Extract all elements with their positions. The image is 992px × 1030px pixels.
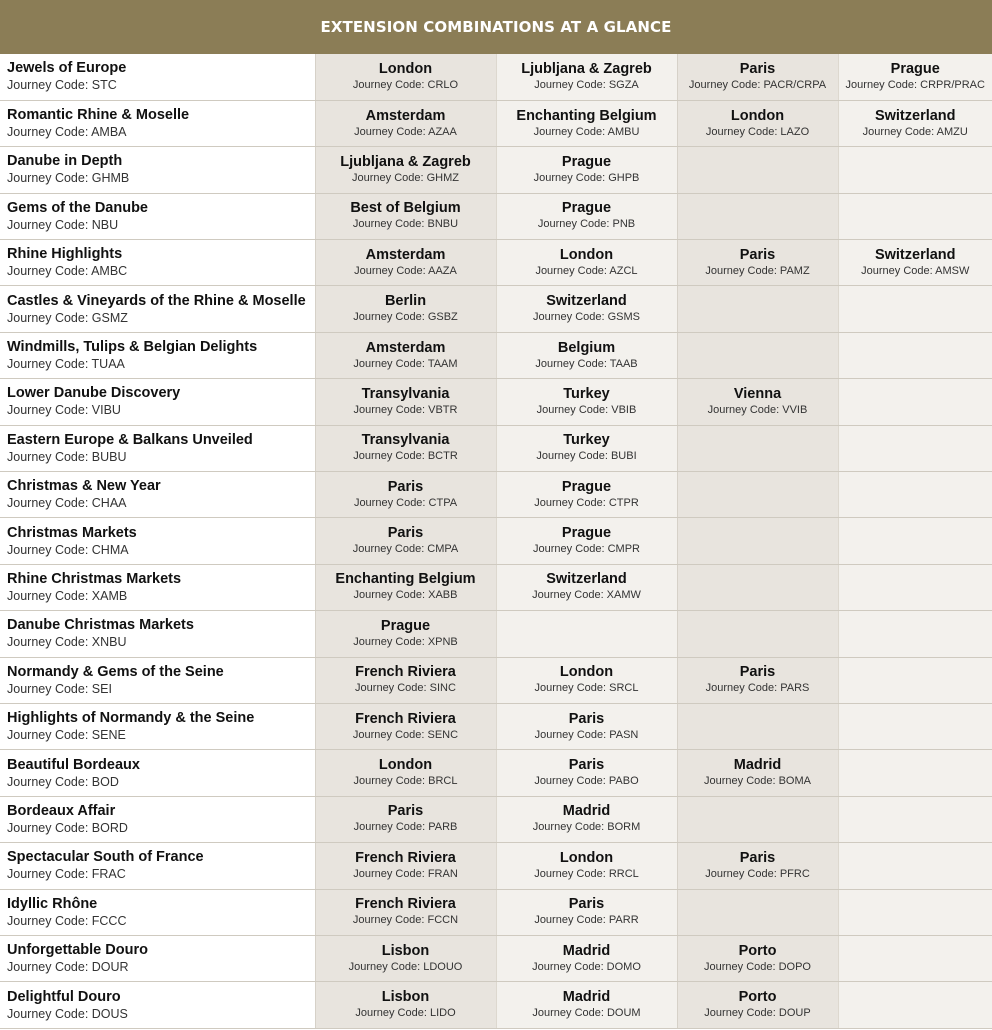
extension-code: Journey Code: PASN bbox=[534, 728, 639, 741]
extension-code: Journey Code: VBIB bbox=[536, 403, 637, 416]
extension-code: Journey Code: AMBU bbox=[533, 125, 640, 138]
table-row bbox=[0, 935, 992, 981]
extension-code: Journey Code: GHMZ bbox=[352, 171, 459, 184]
extension-cell bbox=[838, 796, 992, 842]
extension-cell bbox=[315, 472, 496, 518]
journey-cell bbox=[0, 379, 315, 425]
table-row bbox=[0, 100, 992, 146]
extension-cell bbox=[315, 147, 496, 193]
journey-name: Lower Danube Discovery bbox=[7, 385, 181, 402]
extension-code: Journey Code: GSMS bbox=[533, 311, 640, 324]
journey-name: Windmills, Tulips & Belgian Delights bbox=[7, 339, 258, 356]
extension-cell bbox=[677, 379, 838, 425]
extension-code: Journey Code: CMPA bbox=[352, 543, 459, 556]
journey-cell bbox=[0, 193, 315, 239]
extension-name: Vienna bbox=[733, 385, 782, 402]
table-row bbox=[0, 750, 992, 796]
extension-name: French Riviera bbox=[355, 664, 456, 681]
extension-name: Paris bbox=[739, 849, 776, 866]
extension-cell bbox=[838, 425, 992, 471]
extension-cell bbox=[496, 518, 677, 564]
extension-cell bbox=[315, 379, 496, 425]
extension-cell bbox=[315, 193, 496, 239]
extension-name: Paris bbox=[387, 803, 424, 820]
journey-code: Journey Code: BOD bbox=[7, 774, 119, 789]
extension-code: Journey Code: AZAA bbox=[354, 125, 457, 138]
extension-cell bbox=[838, 240, 992, 286]
extension-cell bbox=[838, 54, 992, 100]
extension-cell bbox=[315, 100, 496, 146]
extension-cell bbox=[677, 935, 838, 981]
extension-name: Amsterdam bbox=[365, 246, 446, 263]
table-row bbox=[0, 54, 992, 100]
journey-name: Rhine Highlights bbox=[7, 246, 123, 263]
extension-name: Paris bbox=[739, 664, 776, 681]
extension-cell bbox=[315, 611, 496, 657]
extension-cell bbox=[496, 54, 677, 100]
extension-cell bbox=[838, 982, 992, 1028]
extension-name: Porto bbox=[738, 989, 777, 1005]
extension-name: Paris bbox=[568, 710, 605, 727]
extension-code: Journey Code: LAZO bbox=[705, 125, 810, 138]
table-row bbox=[0, 982, 992, 1028]
extension-name: Amsterdam bbox=[365, 107, 446, 124]
journey-name: Jewels of Europe bbox=[7, 60, 127, 77]
extension-cell bbox=[677, 147, 838, 193]
extension-name: Prague bbox=[561, 153, 612, 170]
journey-code: Journey Code: SEI bbox=[7, 681, 112, 696]
extension-name: Transylvania bbox=[361, 385, 450, 402]
journey-cell bbox=[0, 935, 315, 981]
extension-name: Paris bbox=[739, 246, 776, 263]
extension-cell bbox=[677, 611, 838, 657]
extension-code: Journey Code: PACR/CRPA bbox=[688, 78, 827, 91]
extension-code: Journey Code: TAAM bbox=[353, 357, 458, 370]
journey-name: Danube in Depth bbox=[7, 153, 123, 170]
extension-cell bbox=[315, 657, 496, 703]
extension-cell bbox=[677, 657, 838, 703]
journey-cell bbox=[0, 657, 315, 703]
journey-code: Journey Code: AMBC bbox=[7, 264, 128, 279]
extension-cell bbox=[677, 564, 838, 610]
extension-name: Prague bbox=[561, 200, 612, 217]
extension-name: Madrid bbox=[733, 757, 782, 774]
extension-cell bbox=[315, 750, 496, 796]
extension-code: Journey Code: XPNB bbox=[353, 635, 458, 648]
extension-cell bbox=[838, 286, 992, 332]
journey-cell bbox=[0, 703, 315, 749]
extension-cell bbox=[315, 982, 496, 1028]
journey-cell bbox=[0, 796, 315, 842]
journey-name: Unforgettable Douro bbox=[7, 942, 148, 959]
extension-cell bbox=[677, 425, 838, 471]
extension-name: Prague bbox=[890, 60, 940, 77]
extension-code: Journey Code: BNBU bbox=[352, 218, 459, 231]
journey-cell bbox=[0, 982, 315, 1028]
table-row bbox=[0, 796, 992, 842]
journey-name: Rhine Christmas Markets bbox=[7, 570, 182, 587]
extension-cell bbox=[677, 286, 838, 332]
journey-code: Journey Code: VIBU bbox=[7, 403, 121, 418]
journey-code: Journey Code: DOUS bbox=[7, 1006, 128, 1021]
extension-cell bbox=[677, 703, 838, 749]
extension-code: Journey Code: BRCL bbox=[353, 775, 458, 788]
extension-cell bbox=[838, 843, 992, 889]
extension-name: Prague bbox=[561, 525, 612, 542]
extension-code: Journey Code: GSBZ bbox=[353, 311, 458, 324]
extension-cell bbox=[315, 564, 496, 610]
extension-name: Paris bbox=[568, 896, 605, 913]
table-row bbox=[0, 425, 992, 471]
extension-name: London bbox=[378, 60, 433, 77]
journey-cell bbox=[0, 425, 315, 471]
extension-code: Journey Code: PAMZ bbox=[705, 264, 810, 277]
journey-code: Journey Code: FCCC bbox=[7, 913, 127, 928]
extension-name: Transylvania bbox=[361, 432, 450, 449]
extension-name: Prague bbox=[380, 617, 431, 634]
extension-name: London bbox=[378, 757, 433, 774]
journey-name: Idyllic Rhône bbox=[7, 895, 98, 912]
extension-cell bbox=[496, 889, 677, 935]
extension-name: French Riviera bbox=[355, 849, 456, 866]
extension-combinations-table bbox=[0, 54, 992, 1029]
journey-cell bbox=[0, 564, 315, 610]
extension-code: Journey Code: XAMW bbox=[532, 589, 641, 602]
extension-code: Journey Code: PARS bbox=[705, 682, 810, 695]
extension-cell bbox=[496, 193, 677, 239]
journey-code: Journey Code: BUBU bbox=[7, 449, 127, 464]
extension-cell bbox=[496, 147, 677, 193]
extension-cell bbox=[677, 982, 838, 1028]
extension-code: Journey Code: DOPO bbox=[704, 960, 811, 973]
journey-name: Eastern Europe & Balkans Unveiled bbox=[7, 431, 253, 448]
extension-cell bbox=[496, 100, 677, 146]
table-row bbox=[0, 564, 992, 610]
extension-name: Switzerland bbox=[546, 293, 627, 310]
journey-cell bbox=[0, 286, 315, 332]
page-title: EXTENSION COMBINATIONS AT A GLANCE bbox=[320, 18, 672, 36]
extension-code: Journey Code: LIDO bbox=[355, 1007, 456, 1019]
extension-code: Journey Code: SRCL bbox=[534, 682, 639, 695]
table-header-banner bbox=[0, 0, 992, 54]
table-row bbox=[0, 193, 992, 239]
extension-name: Paris bbox=[739, 60, 776, 77]
extension-name: Switzerland bbox=[546, 571, 627, 588]
extension-name: Switzerland bbox=[874, 107, 956, 124]
extension-code: Journey Code: SENC bbox=[352, 728, 459, 741]
table-row bbox=[0, 332, 992, 378]
journey-name: Delightful Douro bbox=[7, 988, 121, 1005]
extension-cell bbox=[315, 796, 496, 842]
extension-code: Journey Code: VBTR bbox=[353, 403, 458, 416]
extension-cell bbox=[677, 100, 838, 146]
table-row bbox=[0, 518, 992, 564]
journey-code: Journey Code: SENE bbox=[7, 728, 126, 743]
extension-code: Journey Code: GHPB bbox=[533, 171, 640, 184]
extension-cell bbox=[315, 425, 496, 471]
extension-cell bbox=[496, 240, 677, 286]
extension-cell bbox=[315, 286, 496, 332]
extension-name: Turkey bbox=[563, 385, 610, 402]
extension-code: Journey Code: DOMO bbox=[532, 960, 641, 973]
extension-code: Journey Code: AMSW bbox=[861, 264, 970, 277]
extension-code: Journey Code: FRAN bbox=[353, 867, 458, 880]
journey-cell bbox=[0, 100, 315, 146]
journey-name: Castles & Vineyards of the Rhine & Moselle bbox=[7, 292, 306, 309]
extension-cell bbox=[677, 889, 838, 935]
extension-name: Berlin bbox=[384, 293, 427, 310]
extension-cell bbox=[496, 796, 677, 842]
extension-name: Madrid bbox=[562, 989, 611, 1005]
extension-cell bbox=[677, 796, 838, 842]
extension-cell bbox=[838, 611, 992, 657]
extension-code: Journey Code: SINC bbox=[355, 682, 456, 695]
journey-code: Journey Code: XNBU bbox=[7, 635, 127, 650]
journey-code: Journey Code: FRAC bbox=[7, 867, 126, 882]
journey-code: Journey Code: BORD bbox=[7, 820, 128, 835]
table-row bbox=[0, 611, 992, 657]
extension-name: London bbox=[559, 849, 614, 866]
extension-name: Paris bbox=[568, 757, 605, 774]
extension-cell bbox=[315, 54, 496, 100]
extension-code: Journey Code: PFRC bbox=[705, 867, 810, 880]
table-row bbox=[0, 472, 992, 518]
extension-name: Belgium bbox=[557, 339, 616, 356]
extension-name: Paris bbox=[387, 525, 424, 542]
extension-code: Journey Code: FCCN bbox=[352, 914, 459, 927]
extension-cell bbox=[677, 54, 838, 100]
extension-cell bbox=[838, 564, 992, 610]
extension-cell bbox=[315, 889, 496, 935]
journey-code: Journey Code: NBU bbox=[7, 217, 119, 232]
extension-cell bbox=[496, 286, 677, 332]
extension-code: Journey Code: AAZA bbox=[354, 264, 457, 277]
extension-code: Journey Code: BOMA bbox=[704, 775, 811, 788]
extension-name: Lisbon bbox=[381, 942, 430, 959]
extension-cell bbox=[838, 935, 992, 981]
extension-code: Journey Code: BCTR bbox=[353, 450, 458, 463]
extension-name: Porto bbox=[738, 942, 777, 959]
extension-name: Madrid bbox=[562, 803, 611, 820]
extension-cell bbox=[677, 518, 838, 564]
extension-cell bbox=[677, 843, 838, 889]
journey-code: Journey Code: XAMB bbox=[7, 588, 128, 603]
journey-name: Spectacular South of France bbox=[7, 849, 204, 866]
journey-code: Journey Code: GHMB bbox=[7, 171, 130, 186]
extension-name: Lisbon bbox=[381, 989, 430, 1005]
extension-code: Journey Code: PABO bbox=[534, 775, 639, 788]
extension-code: Journey Code: PARR bbox=[534, 914, 639, 927]
extension-cell bbox=[496, 332, 677, 378]
extension-cell bbox=[496, 564, 677, 610]
journey-cell bbox=[0, 518, 315, 564]
extension-code: Journey Code: PARB bbox=[353, 821, 458, 834]
extension-cell bbox=[496, 750, 677, 796]
extension-code: Journey Code: AMZU bbox=[862, 125, 968, 138]
journey-cell bbox=[0, 332, 315, 378]
extension-cell bbox=[838, 100, 992, 146]
extension-cell bbox=[838, 889, 992, 935]
extension-code: Journey Code: DOUM bbox=[532, 1007, 641, 1019]
extension-cell bbox=[315, 935, 496, 981]
extension-cell bbox=[677, 750, 838, 796]
table-row bbox=[0, 286, 992, 332]
extension-cell bbox=[315, 332, 496, 378]
extension-cell bbox=[496, 843, 677, 889]
journey-code: Journey Code: CHMA bbox=[7, 542, 129, 557]
extension-name: London bbox=[730, 107, 785, 124]
journey-name: Bordeaux Affair bbox=[7, 802, 116, 819]
extension-code: Journey Code: RRCL bbox=[534, 867, 639, 880]
extension-code: Journey Code: BUBI bbox=[536, 450, 637, 463]
journey-code: Journey Code: GSMZ bbox=[7, 310, 128, 325]
extension-cell bbox=[496, 425, 677, 471]
extension-cell bbox=[677, 193, 838, 239]
extension-code: Journey Code: BORM bbox=[532, 821, 641, 834]
extension-name: Amsterdam bbox=[365, 339, 446, 356]
extension-code: Journey Code: CMPR bbox=[533, 543, 640, 556]
extension-name: Ljubljana & Zagreb bbox=[340, 153, 471, 170]
journey-name: Beautiful Bordeaux bbox=[7, 756, 140, 773]
journey-cell bbox=[0, 54, 315, 100]
extension-code: Journey Code: XABB bbox=[353, 589, 458, 602]
extension-cell bbox=[838, 472, 992, 518]
extension-code: Journey Code: CTPR bbox=[534, 496, 639, 509]
extension-cell bbox=[496, 611, 677, 657]
extension-name: Prague bbox=[561, 478, 612, 495]
table-row bbox=[0, 703, 992, 749]
extension-name: Paris bbox=[387, 478, 424, 495]
journey-name: Christmas & New Year bbox=[7, 478, 161, 495]
journey-code: Journey Code: CHAA bbox=[7, 496, 127, 511]
extension-code: Journey Code: CRPR/PRAC bbox=[845, 78, 985, 91]
extension-code: Journey Code: CRLO bbox=[352, 78, 459, 91]
journey-cell bbox=[0, 240, 315, 286]
extension-cell bbox=[496, 982, 677, 1028]
journey-name: Romantic Rhine & Moselle bbox=[7, 107, 190, 124]
extension-cell bbox=[838, 703, 992, 749]
journey-name: Christmas Markets bbox=[7, 524, 137, 541]
journey-cell bbox=[0, 750, 315, 796]
extension-cell bbox=[496, 935, 677, 981]
journey-cell bbox=[0, 472, 315, 518]
extension-cell bbox=[496, 703, 677, 749]
table-row bbox=[0, 147, 992, 193]
journey-name: Gems of the Danube bbox=[7, 199, 148, 216]
extension-cell bbox=[838, 147, 992, 193]
extension-name: French Riviera bbox=[355, 896, 456, 913]
extension-cell bbox=[677, 472, 838, 518]
journey-cell bbox=[0, 611, 315, 657]
extension-cell bbox=[838, 657, 992, 703]
journey-code: Journey Code: TUAA bbox=[7, 357, 125, 372]
extension-cell bbox=[315, 843, 496, 889]
extension-name: London bbox=[559, 664, 614, 681]
extension-name: Enchanting Belgium bbox=[335, 571, 476, 588]
journey-cell bbox=[0, 147, 315, 193]
table-row bbox=[0, 843, 992, 889]
extension-cell bbox=[315, 240, 496, 286]
extension-cell bbox=[838, 750, 992, 796]
extension-cell bbox=[315, 703, 496, 749]
extension-cell bbox=[677, 332, 838, 378]
extension-name: Ljubljana & Zagreb bbox=[521, 60, 652, 77]
journey-name: Normandy & Gems of the Seine bbox=[7, 663, 224, 680]
extension-code: Journey Code: VVIB bbox=[707, 403, 808, 416]
extension-code: Journey Code: DOUP bbox=[704, 1007, 811, 1019]
extension-cell bbox=[838, 332, 992, 378]
extension-cell bbox=[838, 379, 992, 425]
journey-code: Journey Code: STC bbox=[7, 78, 117, 93]
extension-code: Journey Code: CTPA bbox=[353, 496, 458, 509]
journey-cell bbox=[0, 889, 315, 935]
extension-name: London bbox=[559, 246, 614, 263]
extension-name: Turkey bbox=[563, 432, 610, 449]
table-row bbox=[0, 379, 992, 425]
extension-cell bbox=[496, 472, 677, 518]
extension-name: French Riviera bbox=[355, 710, 456, 727]
table-row bbox=[0, 657, 992, 703]
extension-code: Journey Code: SGZA bbox=[534, 78, 639, 91]
journey-name: Danube Christmas Markets bbox=[7, 617, 194, 634]
extension-code: Journey Code: AZCL bbox=[535, 264, 638, 277]
extension-name: Best of Belgium bbox=[350, 200, 461, 217]
table-row bbox=[0, 240, 992, 286]
extension-cell bbox=[496, 657, 677, 703]
extension-code: Journey Code: TAAB bbox=[535, 357, 638, 370]
journey-code: Journey Code: AMBA bbox=[7, 125, 127, 140]
journey-code: Journey Code: DOUR bbox=[7, 960, 129, 975]
journey-name: Highlights of Normandy & the Seine bbox=[7, 710, 255, 727]
extension-cell bbox=[315, 518, 496, 564]
extension-cell bbox=[838, 518, 992, 564]
extension-code: Journey Code: LDOUO bbox=[348, 960, 463, 973]
extension-name: Madrid bbox=[562, 942, 611, 959]
extension-code: Journey Code: PNB bbox=[537, 218, 636, 231]
table-row bbox=[0, 889, 992, 935]
journey-cell bbox=[0, 843, 315, 889]
extension-cell bbox=[838, 193, 992, 239]
extension-name: Switzerland bbox=[874, 246, 956, 263]
extension-cell bbox=[677, 240, 838, 286]
extension-cell bbox=[496, 379, 677, 425]
extension-name: Enchanting Belgium bbox=[516, 107, 657, 124]
